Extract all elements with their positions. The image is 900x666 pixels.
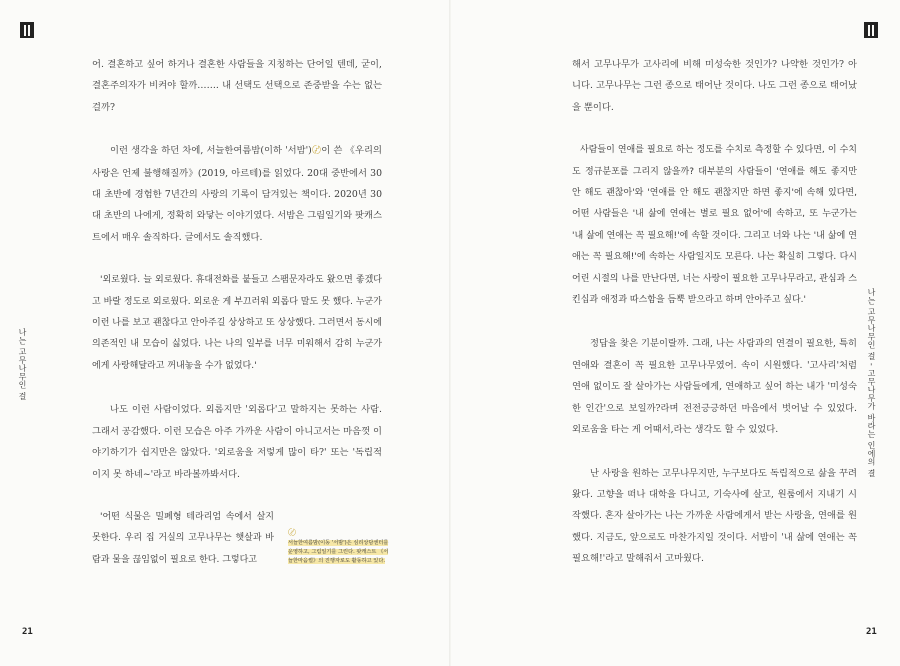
paragraph: 정답을 찾은 기분이랄까. 그래, 나는 사람과의 연결이 필요한, 특히 연애와 결혼이 꼭 필요한 고무나무였어. 속이 시원했다. '고사리'처럼 연애 없이도 잘 살아가는 사람들에게, 연애하고 싶어 하는 내가 '미성숙한 인간'으로 보일까?라며 전전긍긍하던 마음에서 벗어날 수 있었다. 외로움을 타는 게 어때서,라는 생각도 할 수 있었다.: [572, 338, 857, 436]
running-head: 나는 고무나무인 걸 - 고무나무가 바라는 인에의 결: [867, 288, 876, 478]
paragraph: 나도 이런 사람이었다. 외롭지만 '외롭다'고 말하지는 못하는 사람. 그래서 공감했다. 이런 모습은 아주 가까운 사람이 아니고서는 마음껏 이야기하기가 쉽지만은 않았다. '외로움을 저렇게 많이 타?' 또는 '독립적이지 못 하네~'라고 바라볼까봐서다.: [92, 404, 382, 480]
body-text: [572, 54, 857, 592]
publisher-logo-icon: [20, 22, 34, 38]
sidenote-text: 서늘한여름밤(이동 '서밤')은 심리상담센터를 운영하고, 그림일기를 그린다. 팟캐스트 《서늘한마음썰》의 진행자로도 활동하고 있다.: [288, 540, 389, 564]
sidenote: [288, 528, 392, 566]
paragraph: 해서 고무나무가 고사리에 비해 미성숙한 것인가? 나약한 것인가? 아니다. 고무나무는 그런 종으로 태어난 것이다. 나도 그런 종으로 태어났을 뿐이다.: [572, 59, 857, 113]
body-text: [92, 54, 382, 571]
footnote-mark-icon: 〄: [311, 146, 322, 157]
right-page: [450, 0, 900, 666]
running-head: 나는 고무나무인 걸: [18, 328, 27, 401]
page-number: 21: [866, 627, 877, 637]
publisher-logo-icon: [864, 22, 878, 38]
paragraph: 이런 생각을 하던 차에, 서늘한여름밤(이하 '서밤')〄이 쓴 《우리의 사랑은 언제 불행해질까》(2019, 아르테)를 읽었다. 20대 중반에서 30대 초반에 경험한 7년간의 사랑의 기록이 담겨있는 책이다. 2020년 30대 초반의 나에게, 정확히 와닿는 이야기였다. 서밤은 그림일기와 팟캐스트에서 매우 솔직하다. 글에서도 솔직했다.: [92, 145, 382, 243]
page-number: 21: [22, 627, 33, 637]
paragraph: 어. 결혼하고 싶어 하거나 결혼한 사람들을 지칭하는 단어일 텐데, 굳이, 결혼주의자가 비켜야 할까……. 내 선택도 선택으로 존중받을 수는 없는 걸까?: [92, 59, 382, 113]
quote-paragraph: '외로웠다. 늘 외로웠다. 휴대전화를 붙들고 스팸문자라도 왔으면 좋겠다고 바랄 정도로 외로웠다. 외로운 게 부끄러워 외롭다 말도 못 했다. 누군가 이런 나를 보고 괜찮다고 안아주길 상상하고 또 상상했다. 그러면서 동시에 의존적인 내 모습이 싫었다. 나는 나의 일부를 너무 미워해서 감히 누군가에게 사랑해달라고 꺼내놓을 수가 없었다.': [92, 275, 382, 371]
paragraph: 난 사랑을 원하는 고무나무지만, 누구보다도 독립적으로 삶을 꾸려왔다. 고향을 떠나 대학을 다니고, 기숙사에 살고, 원룸에서 지내기 시작했다. 혼자 살아가는 나는 가까운 사람에게서 받는 사랑을, 연애를 원했다. 지금도, 앞으로도 마찬가지일 것이다. 서밤이 '내 삶에 연애는 꼭 필요해!'라고 말해줘서 고마웠다.: [572, 467, 857, 565]
sidenote-mark-icon: 〄: [288, 528, 296, 537]
quote-paragraph: 사람들이 연애를 필요로 하는 정도를 수치로 측정할 수 있다면, 이 수치도 정규분포를 그리지 않을까? 대부분의 사람들이 '연애를 해도 좋지만 안 해도 괜찮아'와 '연애를 안 해도 괜찮지만 하면 좋지'에 속해 있다면, 어떤 사람들은 '내 삶에 연애는 별로 필요 없어'에 속하고, 또 누군가는 '내 삶에 연애는 꼭 필요해!'에 속할 것이다. 그리고 너와 나는 '내 삶에 연애는 꼭 필요해!'에 속하는 사람일지도 모른다. 나는 확실히 그렇다. 다시 어린 시절의 나를 만난다면, 너는 사랑이 필요한 고무나무라고, 관심과 스킨십과 애정과 따스함을 듬뿍 받으라고 하며 안아주고 싶다.': [572, 145, 857, 306]
quote-paragraph: '어떤 식물은 밀폐형 테라리엄 속에서 살지 못한다. 우리 집 거실의 고무나무는 햇살과 바람과 물을 끊임없이 필요로 한다. 그렇다고: [92, 511, 274, 565]
